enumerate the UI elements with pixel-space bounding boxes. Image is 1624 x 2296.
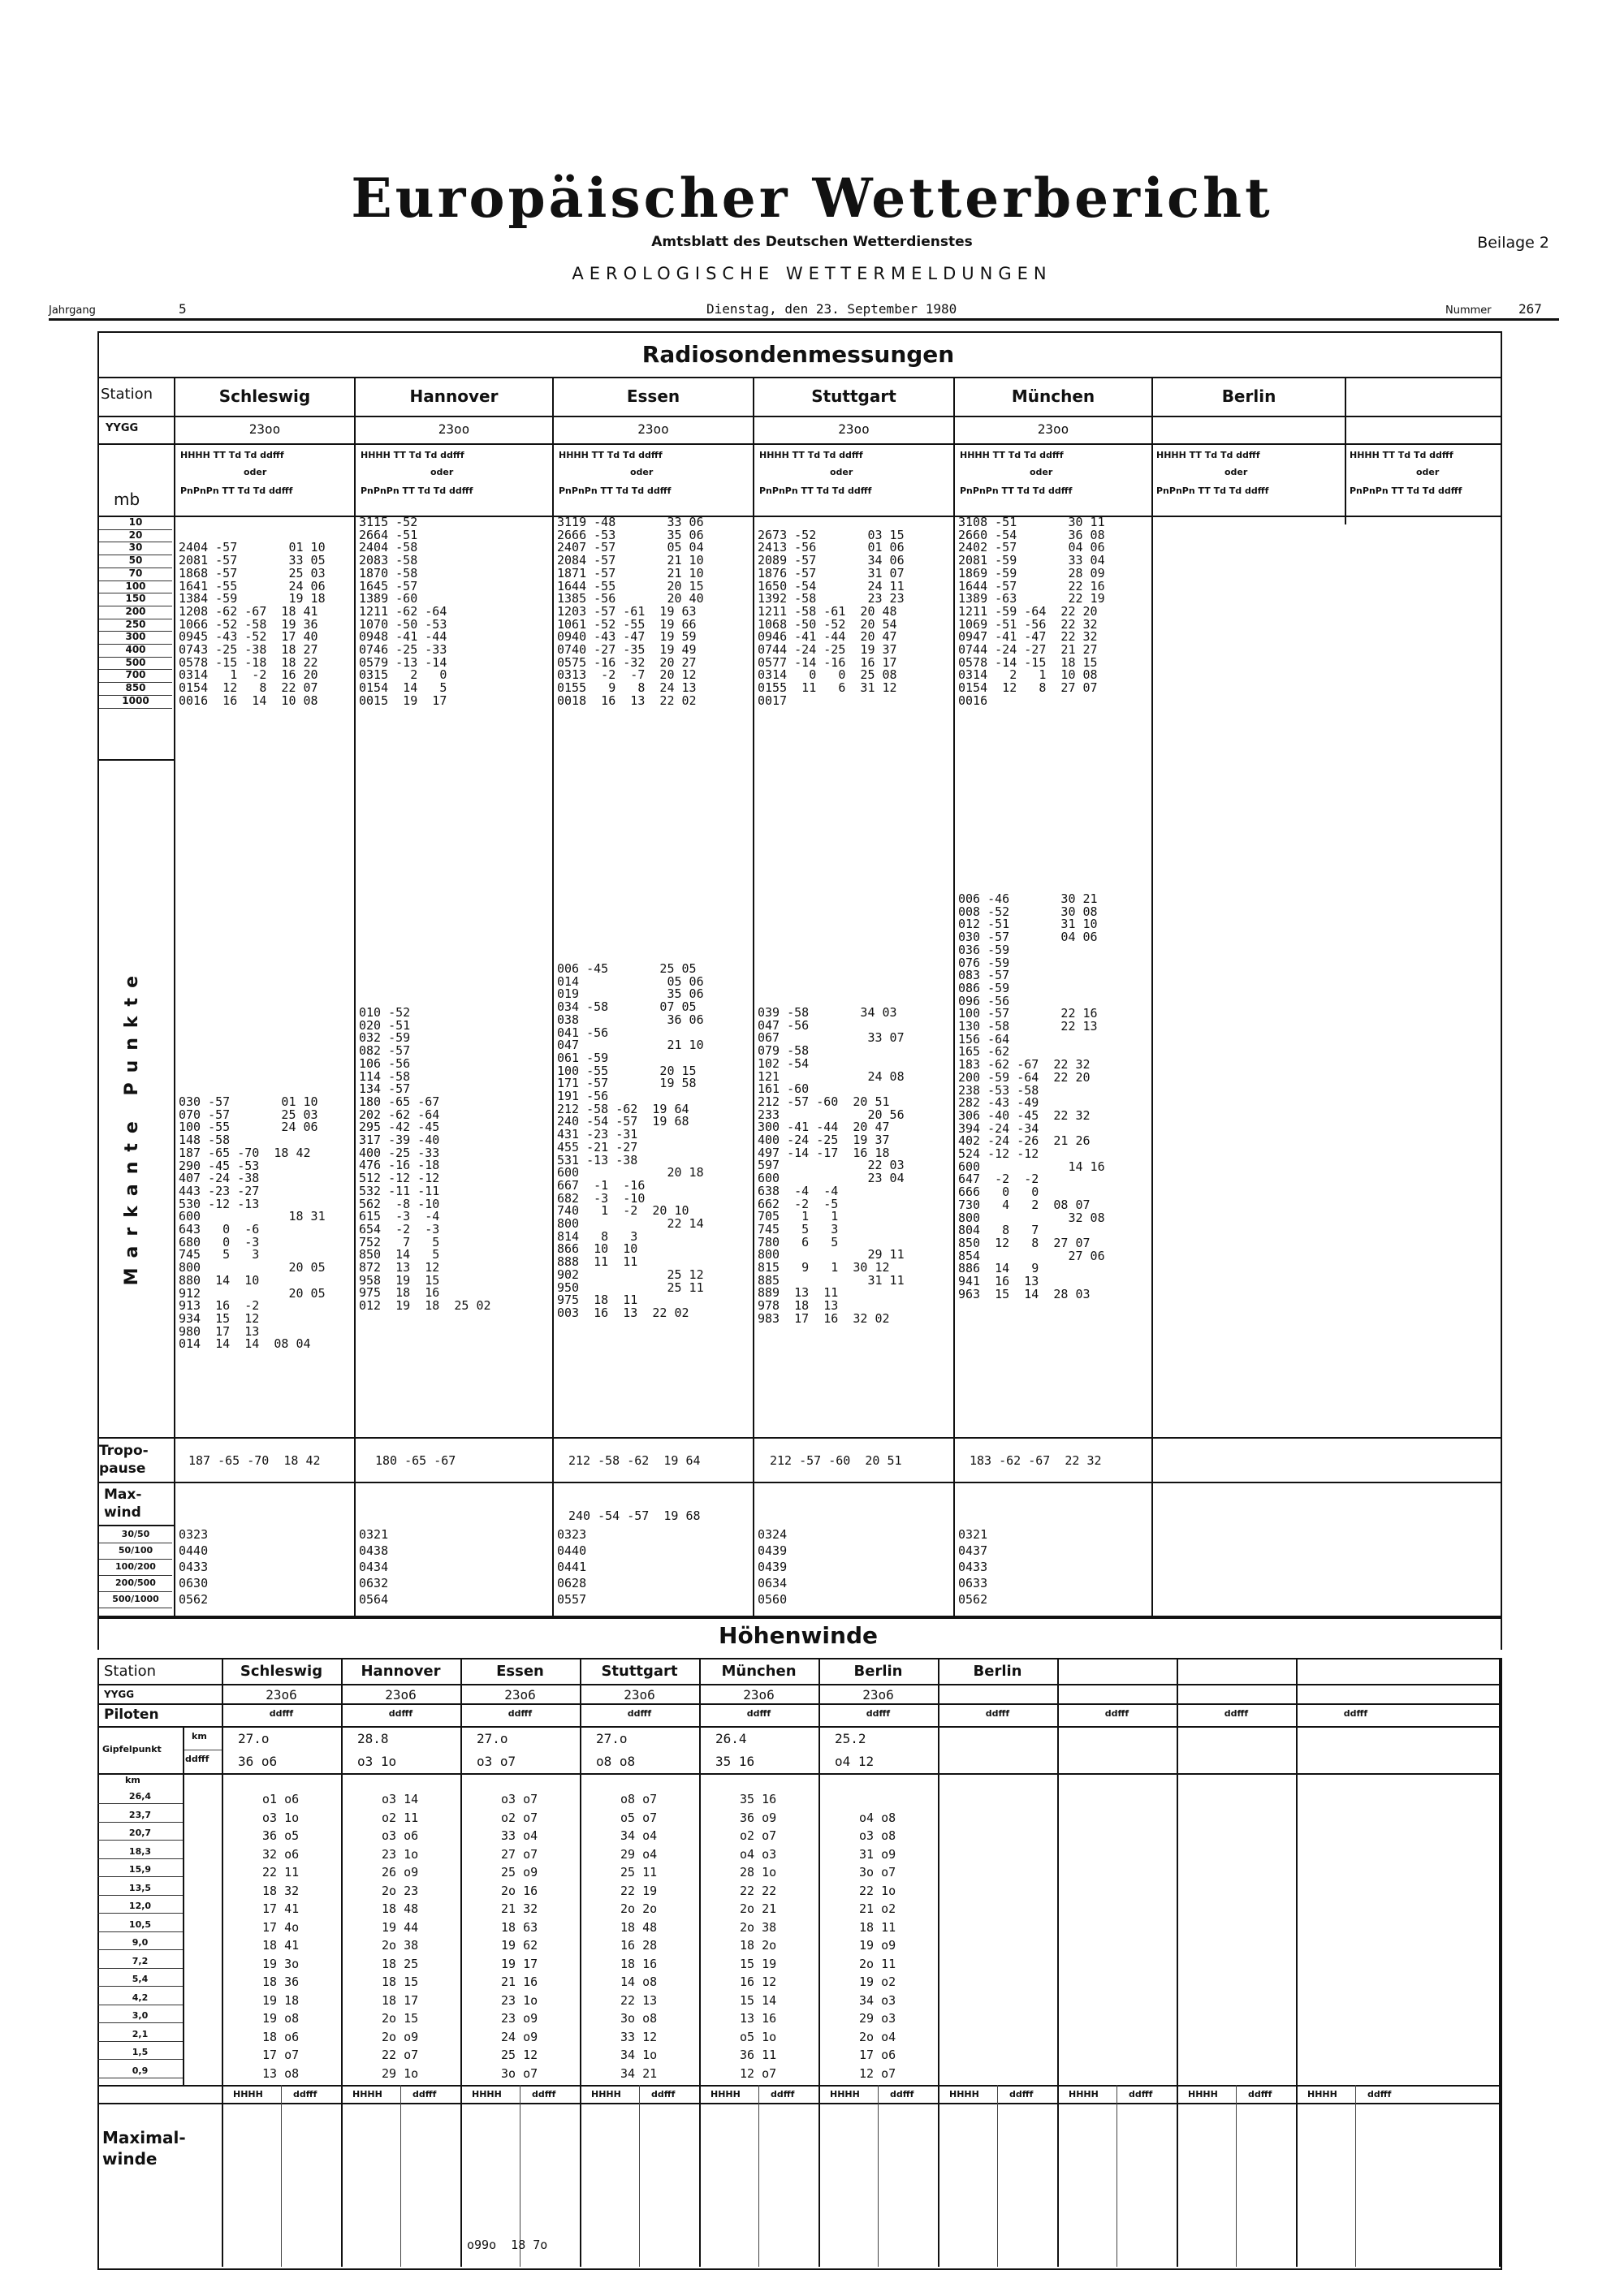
col-header-hannover: HHHH TT Td Td ddfff — [361, 450, 464, 460]
maxwind-hhhh-header: HHHH — [1307, 2089, 1337, 2100]
mb-level-label: 70 — [99, 568, 172, 581]
hw-level-label: 18,3 — [97, 1845, 183, 1859]
hw-station-name: Berlin — [853, 1663, 903, 1680]
shear-level-label: 30/50 — [99, 1526, 172, 1543]
markante-punkte-label: Markante Punkte — [122, 966, 142, 1286]
mb-level-label: 700 — [99, 669, 172, 683]
station-hannover: Hannover — [409, 386, 499, 406]
hw-yygg-value: 23o6 — [385, 1687, 417, 1703]
maxwind-hhhh-header: HHHH — [352, 2089, 382, 2100]
hw-gipfel-ddfff: 36 o6 — [238, 1754, 278, 1769]
radiosonde-title: Radiosondenmessungen — [641, 341, 955, 368]
hw-column-line — [460, 1658, 462, 2267]
levels-essen: 3119 -48 33 06 2666 -53 35 06 2407 -57 05 04 2084 -57 21 10 1871 -57 21 10 1644 -55 20 15 1385 -56 20 40 1203 -57 -61 19 63 1061 -52 -55 19 66 0940 -43 -47 19 59 0740 -27 -35 19 49 0575 -16 -32 20 27 0313 -2 -7 20 12 0155 9 8 24 13 0018 16 13 22 02 — [557, 515, 704, 708]
hw-wind-column: o3 14 o2 11 o3 o6 23 1o 26 o9 2o 23 18 48 19 44 2o 38 18 25 18 15 18 17 2o 15 2o o9 22 o7 29 1o — [382, 1792, 419, 2081]
col-header-oder: oder — [1030, 467, 1053, 477]
shear-muenchen: 0321 0437 0433 0633 0562 — [958, 1527, 988, 1607]
hw-gipfel-label: Gipfelpunkt — [102, 1744, 162, 1754]
hw-km-label: km — [125, 1775, 140, 1785]
hw-piloten-ddfff: ddfff — [1104, 1708, 1129, 1719]
yygg-label: YYGG — [106, 422, 139, 434]
station-stuttgart: Stuttgart — [811, 386, 896, 406]
hw-wind-column: o8 o7 o5 o7 34 o4 29 o4 25 11 22 19 2o 2o 18 48 16 28 18 16 14 o8 22 13 3o o8 33 12 34 1o 34 21 — [620, 1792, 658, 2081]
hw-gipfel-km: 25.2 — [835, 1731, 866, 1746]
hw-yygg-value: 23o6 — [743, 1687, 775, 1703]
hw-level-label: 2,1 — [97, 2028, 183, 2042]
hw-level-label: 10,5 — [97, 1918, 183, 1932]
hw-gipfel-dd-label: ddfff — [185, 1754, 209, 1764]
hw-station-name: Essen — [496, 1663, 544, 1680]
maxwind-ddfff-header: ddfff — [1367, 2089, 1392, 2100]
section-heading: AEROLOGISCHE WETTERMELDUNGEN — [572, 264, 1052, 283]
col-header-muenchen-2: PnPnPn TT Td Td ddfff — [960, 486, 1073, 496]
maxwind-hhhh-header: HHHH — [233, 2089, 263, 2100]
hw-gipfel-ddfff: o4 12 — [835, 1754, 875, 1769]
maxwind-essen-hw: o99o 18 7o — [467, 2238, 548, 2252]
hw-level-label: 12,0 — [97, 1900, 183, 1914]
maxwind-ddfff-header: ddfff — [293, 2089, 317, 2100]
hw-half-line — [758, 2085, 759, 2267]
maxwind-hhhh-header: HHHH — [1188, 2089, 1218, 2100]
col-header-oder: oder — [244, 467, 267, 477]
col-header-berlin-2: PnPnPn TT Td Td ddfff — [1156, 486, 1269, 496]
tropo-stuttgart: 212 -57 -60 20 51 — [770, 1453, 902, 1468]
hw-column-line — [1499, 1658, 1501, 2267]
maxwind-label: Max- wind — [104, 1487, 142, 1521]
hw-piloten-ddfff: ddfff — [985, 1708, 1010, 1719]
tropo-schleswig: 187 -65 -70 18 42 — [188, 1453, 321, 1468]
col-header-stuttgart: HHHH TT Td Td ddfff — [759, 450, 863, 460]
hw-level-label: 7,2 — [97, 1955, 183, 1969]
hw-gipfel-ddfff: o8 o8 — [596, 1754, 636, 1769]
shear-essen: 0323 0440 0441 0628 0557 — [557, 1527, 587, 1607]
page-title: Europäischer Wetterbericht — [351, 166, 1273, 230]
col-header-oder: oder — [430, 467, 454, 477]
hw-column-line — [1296, 1658, 1298, 2267]
hw-level-label: 4,2 — [97, 1992, 183, 2005]
col-header-hannover-2: PnPnPn TT Td Td ddfff — [361, 486, 473, 496]
jahrgang-label: Jahrgang — [49, 304, 96, 317]
hw-level-label: 20,7 — [97, 1827, 183, 1841]
yygg-essen: 23oo — [637, 421, 669, 437]
hw-piloten-ddfff: ddfff — [746, 1708, 771, 1719]
levels-muenchen: 3108 -51 30 11 2660 -54 36 08 2402 -57 04 06 2081 -59 33 04 1869 -59 28 09 1644 -57 22 16 1389 -63 22 19 1211 -59 -64 22 20 1069 -51 -56 22 32 0947 -41 -47 22 32 0744 -24 -27 21 27 0578 -14 -15 18 15 0314 2 1 10 08 0154 12 8 27 07 0016 — [958, 515, 1105, 708]
col-header-essen-2: PnPnPn TT Td Td ddfff — [559, 486, 672, 496]
station-label: Station — [101, 386, 153, 403]
shear-stuttgart: 0324 0439 0439 0634 0560 — [758, 1527, 788, 1607]
hw-gipfel-km: 27.o — [238, 1731, 270, 1746]
mb-level-label: 20 — [99, 529, 172, 543]
hw-half-line — [878, 2085, 879, 2267]
mb-level-label: 30 — [99, 542, 172, 555]
maxwind-hhhh-header: HHHH — [710, 2089, 741, 2100]
hw-yygg-value: 23o6 — [504, 1687, 536, 1703]
mb-label: mb — [114, 490, 140, 509]
col-header-extra: HHHH TT Td Td ddfff — [1350, 450, 1453, 460]
subtitle: Amtsblatt des Deutschen Wetterdienstes — [651, 234, 973, 250]
col-header-oder: oder — [1416, 467, 1440, 477]
maxwind-ddfff-header: ddfff — [532, 2089, 556, 2100]
shear-schleswig: 0323 0440 0433 0630 0562 — [179, 1527, 209, 1607]
col-header-oder: oder — [630, 467, 654, 477]
mb-level-label: 200 — [99, 606, 172, 619]
maxwind-ddfff-header: ddfff — [1248, 2089, 1272, 2100]
hw-column-line — [699, 1658, 701, 2267]
mb-level-label: 250 — [99, 619, 172, 632]
hw-column-line — [1057, 1658, 1059, 2267]
levels-schleswig: 2404 -57 01 10 2081 -57 33 05 1868 -57 25 03 1641 -55 24 06 1384 -59 19 18 1208 -62 -67 18 41 1066 -52 -58 19 36 0945 -43 -52 17 40 0743 -25 -38 18 27 0578 -15 -18 18 22 0314 1 -2 16 20 0154 12 8 22 07 0016 16 14 10 08 — [179, 540, 326, 708]
col-header-berlin: HHHH TT Td Td ddfff — [1156, 450, 1260, 460]
mb-level-label: 300 — [99, 631, 172, 645]
hw-station-name: Berlin — [973, 1663, 1022, 1680]
yygg-hannover: 23oo — [438, 421, 470, 437]
hw-gipfel-km: 27.o — [477, 1731, 508, 1746]
mb-level-label: 500 — [99, 657, 172, 671]
nummer-label: Nummer — [1445, 304, 1492, 317]
hw-column-line — [341, 1658, 343, 2267]
maxwind-hhhh-header: HHHH — [830, 2089, 860, 2100]
yygg-muenchen: 23oo — [1037, 421, 1069, 437]
maxwind-hhhh-header: HHHH — [949, 2089, 979, 2100]
col-header-essen: HHHH TT Td Td ddfff — [559, 450, 663, 460]
hw-piloten-ddfff: ddfff — [866, 1708, 891, 1719]
col-header-stuttgart-2: PnPnPn TT Td Td ddfff — [759, 486, 872, 496]
hw-piloten-ddfff: ddfff — [508, 1708, 533, 1719]
maxwind-hhhh-header: HHHH — [1069, 2089, 1099, 2100]
levels-stuttgart: 2673 -52 03 15 2413 -56 01 06 2089 -57 34 06 1876 -57 31 07 1650 -54 24 11 1392 -58 23 23 1211 -58 -61 20 48 1068 -50 -52 20 54 0946 -41 -44 20 47 0744 -24 -25 19 37 0577 -14 -16 16 17 0314 0 0 25 08 0155 11 6 31 12 0017 — [758, 527, 905, 708]
hw-station-label: Station — [104, 1663, 156, 1680]
station-muenchen: München — [1011, 386, 1095, 406]
maxwind-hhhh-header: HHHH — [591, 2089, 621, 2100]
shear-hannover: 0321 0438 0434 0632 0564 — [359, 1527, 389, 1607]
hw-level-label: 9,0 — [97, 1936, 183, 1950]
hw-level-label: 3,0 — [97, 2009, 183, 2023]
maxwind-essen: 240 -54 -57 19 68 — [568, 1508, 701, 1523]
hw-km-column-line — [183, 1726, 184, 2085]
maxwind-ddfff-header: ddfff — [651, 2089, 676, 2100]
station-schleswig: Schleswig — [218, 386, 311, 406]
hw-piloten-ddfff: ddfff — [1343, 1708, 1368, 1719]
mb-level-label: 1000 — [99, 695, 172, 709]
maxwind-ddfff-header: ddfff — [412, 2089, 437, 2100]
hw-half-line — [400, 2085, 401, 2267]
hw-column-line — [1177, 1658, 1178, 2267]
hw-wind-column: o1 o6 o3 1o 36 o5 32 o6 22 11 18 32 17 41 17 4o 18 41 19 3o 18 36 19 18 19 o8 18 o6 17 o7 13 o8 — [262, 1792, 300, 2081]
maximal-winde-label: Maximal- winde — [102, 2128, 186, 2169]
hw-half-line — [281, 2085, 282, 2267]
mb-level-label: 150 — [99, 593, 172, 606]
tropo-essen: 212 -58 -62 19 64 — [568, 1453, 701, 1468]
hw-level-label: 15,9 — [97, 1863, 183, 1877]
tropo-muenchen: 183 -62 -67 22 32 — [970, 1453, 1102, 1468]
nummer-value: 267 — [1518, 301, 1542, 317]
hw-wind-column: o4 o8 o3 o8 31 o9 3o o7 22 1o 21 o2 18 11 19 o9 2o 11 19 o2 34 o3 29 o3 2o o4 17 o6 12 o7 — [859, 1810, 896, 2081]
hw-station-name: Schleswig — [240, 1663, 323, 1680]
hw-piloten-ddfff: ddfff — [269, 1708, 294, 1719]
hw-piloten-ddfff: ddfff — [388, 1708, 413, 1719]
col-header-oder: oder — [1224, 467, 1248, 477]
hw-yygg-value: 23o6 — [266, 1687, 297, 1703]
hw-station-name: Stuttgart — [601, 1663, 678, 1680]
mark-hannover: 010 -52 020 -51 032 -59 082 -57 106 -56 114 -58 134 -57 180 -65 -67 202 -62 -64 295 -42 -45 317 -39 -40 400 -25 -33 476 -16 -18 512 -12 -12 532 -11 -11 562 -8 -10 615 -3 -4 654 -2 -3 752 7 5 850 14 5 872 13 12 958 19 15 975 18 16 012 19 18 25 02 — [359, 1005, 491, 1314]
col-header-muenchen: HHHH TT Td Td ddfff — [960, 450, 1064, 460]
maxwind-hhhh-header: HHHH — [472, 2089, 502, 2100]
mb-level-label: 400 — [99, 644, 172, 658]
hw-level-label: 0,9 — [97, 2065, 183, 2078]
hw-column-line — [938, 1658, 939, 2267]
mark-essen: 006 -45 25 05 014 05 06 019 35 06 034 -58 07 05 038 36 06 041 -56 047 21 10 061 -59 100 -55 20 15 171 -57 19 58 191 -56 212 -58 -62 19 64 240 -54 -57 19 68 431 -23 -31 455 -21 -27 531 -13 -38 600 20 18 667 -1 -16 682 -3 -10 740 1 -2 20 10 800 22 14 814 8 3 866 10 10 888 11 11 902 25 12 950 25 11 975 18 11 003 16 13 22 02 — [557, 961, 704, 1320]
shear-level-label: 50/100 — [99, 1543, 172, 1560]
hw-piloten-ddfff: ddfff — [1224, 1708, 1249, 1719]
col-header-extra-2: PnPnPn TT Td Td ddfff — [1350, 486, 1462, 496]
mb-level-label: 10 — [99, 516, 172, 530]
hw-gipfel-km: 26.4 — [715, 1731, 747, 1746]
hw-gipfel-km-label: km — [192, 1731, 207, 1741]
mark-schleswig: 030 -57 01 10 070 -57 25 03 100 -55 24 06 148 -58 187 -65 -70 18 42 290 -45 -53 407 -24 -38 443 -23 -27 530 -12 -13 600 18 31 643 0 -6 680 0 -3 745 5 3 800 20 05 880 14 10 912 20 05 913 16 -2 934 15 12 980 17 13 014 14 14 08 04 — [179, 1094, 326, 1352]
hw-gipfel-km: 28.8 — [357, 1731, 389, 1746]
maxwind-ddfff-header: ddfff — [890, 2089, 914, 2100]
hoehenwinde-title: Höhenwinde — [719, 1622, 878, 1649]
shear-level-label: 100/200 — [99, 1559, 172, 1576]
hw-column-line — [818, 1658, 820, 2267]
station-berlin: Berlin — [1221, 386, 1276, 406]
hw-level-label: 23,7 — [97, 1809, 183, 1823]
hw-piloten-ddfff: ddfff — [627, 1708, 652, 1719]
levels-hannover: 3115 -52 2664 -51 2404 -58 2083 -58 1870 -58 1645 -57 1389 -60 1211 -62 -64 1070 -50 -53 0948 -41 -44 0746 -25 -33 0579 -13 -14 0315 2 0 0154 14 5 0015 19 17 — [359, 515, 447, 708]
col-header-oder: oder — [830, 467, 853, 477]
yygg-stuttgart: 23oo — [838, 421, 870, 437]
shear-level-label: 500/1000 — [99, 1591, 172, 1608]
mark-muenchen: 006 -46 30 21 008 -52 30 08 012 -51 31 10 030 -57 04 06 036 -59 076 -59 083 -57 086 -59 096 -56 100 -57 22 16 130 -58 22 13 156 -64 165 -62 183 -62 -67 22 32 200 -59 -64 22 20 238 -53 -58 282 -43 -49 306 -40 -45 22 32 394 -24 -34 402 -24 -26 21 26 524 -12 -12 600 14 16 647 -2 -2 666 0 0 730 4 2 08 07 800 32 08 804 8 7 850 12 8 27 07 854 27 06 886 14 9 941 16 13 963 15 14 28 03 — [958, 891, 1105, 1301]
mb-level-label: 100 — [99, 580, 172, 594]
hw-yygg-value: 23o6 — [862, 1687, 894, 1703]
hw-half-line — [1116, 2085, 1117, 2267]
hw-wind-column: 35 16 36 o9 o2 o7 o4 o3 28 1o 22 22 2o 21 2o 38 18 2o 15 19 16 12 15 14 13 16 o5 1o 36 11 12 o7 — [740, 1792, 777, 2081]
maxwind-ddfff-header: ddfff — [1129, 2089, 1153, 2100]
hw-half-line — [639, 2085, 640, 2267]
col-header-schleswig-2: PnPnPn TT Td Td ddfff — [180, 486, 293, 496]
shear-level-label: 200/500 — [99, 1575, 172, 1592]
hw-level-label: 1,5 — [97, 2046, 183, 2060]
hw-gipfel-ddfff: 35 16 — [715, 1754, 755, 1769]
hw-gipfel-ddfff: o3 1o — [357, 1754, 397, 1769]
mb-level-label: 850 — [99, 682, 172, 696]
hw-yygg-label: YYGG — [104, 1689, 135, 1700]
mark-stuttgart: 039 -58 34 03 047 -56 067 33 07 079 -58 102 -54 121 24 08 161 -60 212 -57 -60 20 51 233 20 56 300 -41 -44 20 47 400 -24 -25 19 37 497 -14 -17 16 18 597 22 03 600 23 04 638 -4 -4 662 -2 -5 705 1 1 745 5 3 780 6 5 800 29 11 815 9 1 30 12 885 31 11 889 13 11 978 18 13 983 17 16 32 02 — [758, 1005, 905, 1326]
beilage-label: Beilage 2 — [1477, 234, 1549, 252]
col-header-schleswig: HHHH TT Td Td ddfff — [180, 450, 284, 460]
hw-column-line — [580, 1658, 581, 2267]
hoehenwinde-table — [97, 1658, 1502, 2270]
info-line — [49, 297, 1559, 321]
tropopause-label: Tropo- pause — [99, 1443, 149, 1477]
hw-half-line — [997, 2085, 998, 2267]
maxwind-ddfff-header: ddfff — [1009, 2089, 1034, 2100]
hw-column-line — [222, 1658, 223, 2267]
hw-level-label: 5,4 — [97, 1973, 183, 1987]
hw-gipfel-ddfff: o3 o7 — [477, 1754, 516, 1769]
hw-level-label: 13,5 — [97, 1882, 183, 1896]
hw-wind-column: o3 o7 o2 o7 33 o4 27 o7 25 o9 2o 16 21 32 18 63 19 62 19 17 21 16 23 1o 23 o9 24 o9 25 12 3o o7 — [501, 1792, 538, 2081]
hw-gipfel-km: 27.o — [596, 1731, 628, 1746]
hw-station-name: Hannover — [361, 1663, 441, 1680]
mb-level-label: 50 — [99, 555, 172, 568]
hw-yygg-value: 23o6 — [624, 1687, 655, 1703]
tropo-hannover: 180 -65 -67 — [375, 1453, 456, 1468]
issue-date: Dienstag, den 23. September 1980 — [706, 301, 957, 317]
maxwind-ddfff-header: ddfff — [771, 2089, 795, 2100]
hw-half-line — [1355, 2085, 1356, 2267]
station-essen: Essen — [626, 386, 680, 406]
jahrgang-value: 5 — [179, 301, 187, 317]
hw-level-label: 26,4 — [97, 1790, 183, 1804]
hw-piloten-label: Piloten — [104, 1707, 159, 1723]
hw-station-name: München — [721, 1663, 797, 1680]
yygg-schleswig: 23oo — [248, 421, 281, 437]
hw-half-line — [1236, 2085, 1237, 2267]
